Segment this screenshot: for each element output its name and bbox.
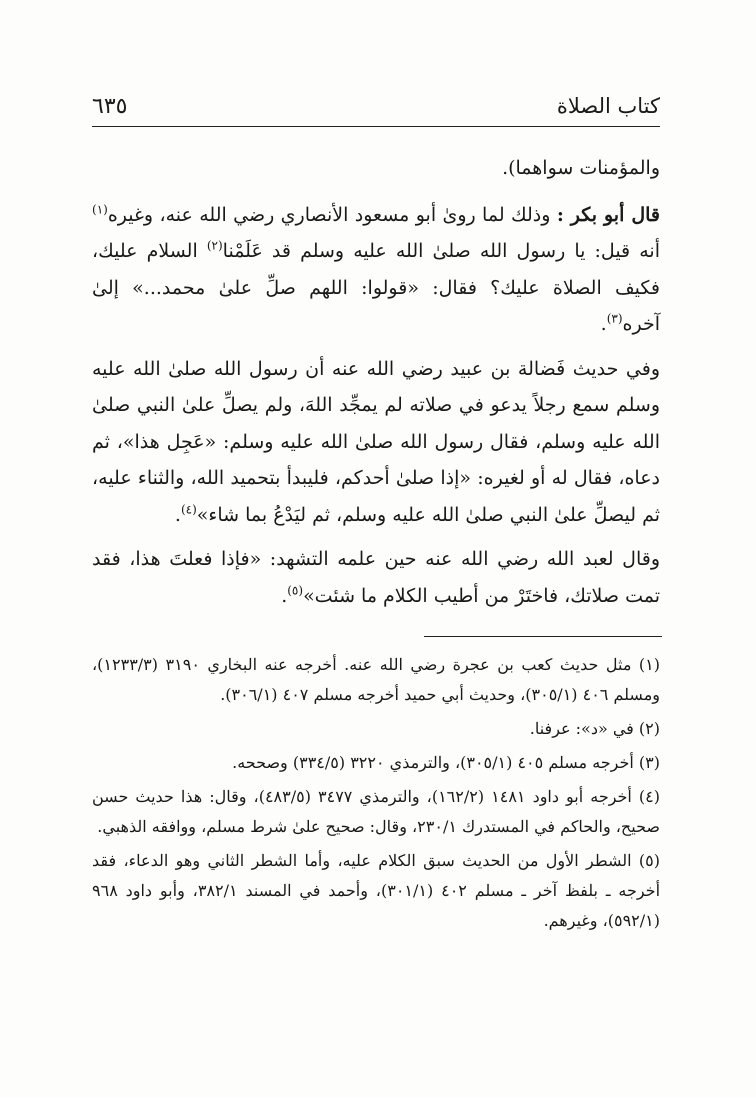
footnote-ref-1[interactable]: (١) bbox=[92, 202, 108, 217]
footnote-ref-2[interactable]: (٢) bbox=[206, 238, 223, 253]
running-header bbox=[92, 88, 660, 124]
paragraph-2 bbox=[92, 197, 660, 343]
main-text bbox=[92, 150, 660, 622]
paragraph-4 bbox=[92, 541, 660, 614]
footnote-2: (٢) في «د»: عرفنا. bbox=[529, 719, 660, 738]
header-divider bbox=[92, 126, 660, 127]
paragraph-2-text-b: أنه قيل: يا رسول الله صلىٰ الله عليه وسلم قد عَلَمْنا bbox=[222, 240, 660, 262]
footnote-ref-4[interactable]: (٤) bbox=[180, 502, 197, 517]
paragraph-2-text-c: السلام عليك، فكيف الصلاة عليك؟ فقال: «قولوا: اللهم صلِّ علىٰ محمد...» إلىٰ آخره bbox=[92, 240, 660, 335]
page-number: ٦٣٥ bbox=[92, 93, 128, 119]
paragraph-4-text-b: . bbox=[281, 584, 288, 607]
paragraph-1: والمؤمنات سواهما). bbox=[502, 157, 660, 179]
speaker-label: قال أبو بكر : bbox=[556, 203, 660, 226]
footnote-divider bbox=[424, 636, 662, 637]
paragraph-3-text-a: وفي حديث فَضالة بن عبيد رضي الله عنه أن رسول الله صلىٰ الله عليه وسلم سمع رجلاً يدعو في صلاته لم يمجِّد اللهَ، ولم يصلِّ علىٰ النبي صلىٰ الله عليه وسلم، فقال رسول الله صلىٰ الله عليه وسلم: «عَجِل هذا»، ثم دعاه، فقال له أو لغيره: «إذا صلىٰ أحدكم، فليبدأ بتحميد الله، والثناء عليه، ثم ليصلِّ علىٰ النبي صلىٰ الله عليه وسلم، ثم ليَدْعُ بما شاء» bbox=[92, 357, 660, 526]
footnote-ref-5[interactable]: (٥) bbox=[287, 583, 304, 598]
footnotes bbox=[92, 650, 660, 940]
footnote-5: (٥) الشطر الأول من الحديث سبق الكلام عليه، وأما الشطر الثاني وهو الدعاء، فقد أخرجه ـ بلفظ آخر ـ مسلم ٤٠٢ (٣٠١/١)، وأحمد في المسند ٣٨٢/١، وأبو داود ٩٦٨ (٥٩٢/١)، وغيرهم. bbox=[92, 851, 661, 930]
paragraph-2-text-a: وذلك لما روىٰ أبو مسعود الأنصاري رضي الله عنه، وغيره bbox=[107, 203, 557, 226]
paragraph-4-text-a: وقال لعبد الله رضي الله عنه حين علمه التشهد: «فإذا فعلتَ هذا، فقد تمت صلاتك، فاختَرْ من أطيب الكلام ما شئت» bbox=[92, 548, 660, 607]
footnote-3: (٣) أخرجه مسلم ٤٠٥ (٣٠٥/١)، والترمذي ٣٢٢٠ (٣٣٤/٥) وصححه. bbox=[232, 753, 660, 772]
footnote-ref-3[interactable]: (٣) bbox=[606, 311, 623, 326]
footnote-4: (٤) أخرجه أبو داود ١٤٨١ (١٦٢/٢)، والترمذي ٣٤٧٧ (٤٨٣/٥)، وقال: هذا حديث حسن صحيح، والحاكم في المستدرك ٢٣٠/١، وقال: صحيح علىٰ شرط مسلم، ووافقه الذهبي. bbox=[92, 787, 661, 836]
paragraph-3 bbox=[92, 351, 660, 534]
chapter-title: كتاب الصلاة bbox=[556, 94, 660, 118]
footnote-1: (١) مثل حديث كعب بن عجرة رضي الله عنه. أخرجه عنه البخاري ٣١٩٠ (١٢٣٣/٣)، ومسلم ٤٠٦ (٣٠٥/١)، وحديث أبي حميد أخرجه مسلم ٤٠٧ (٣٠٦/١). bbox=[92, 655, 661, 704]
paragraph-3-text-b: . bbox=[174, 503, 181, 526]
paragraph-2-text-d: . bbox=[600, 313, 607, 335]
